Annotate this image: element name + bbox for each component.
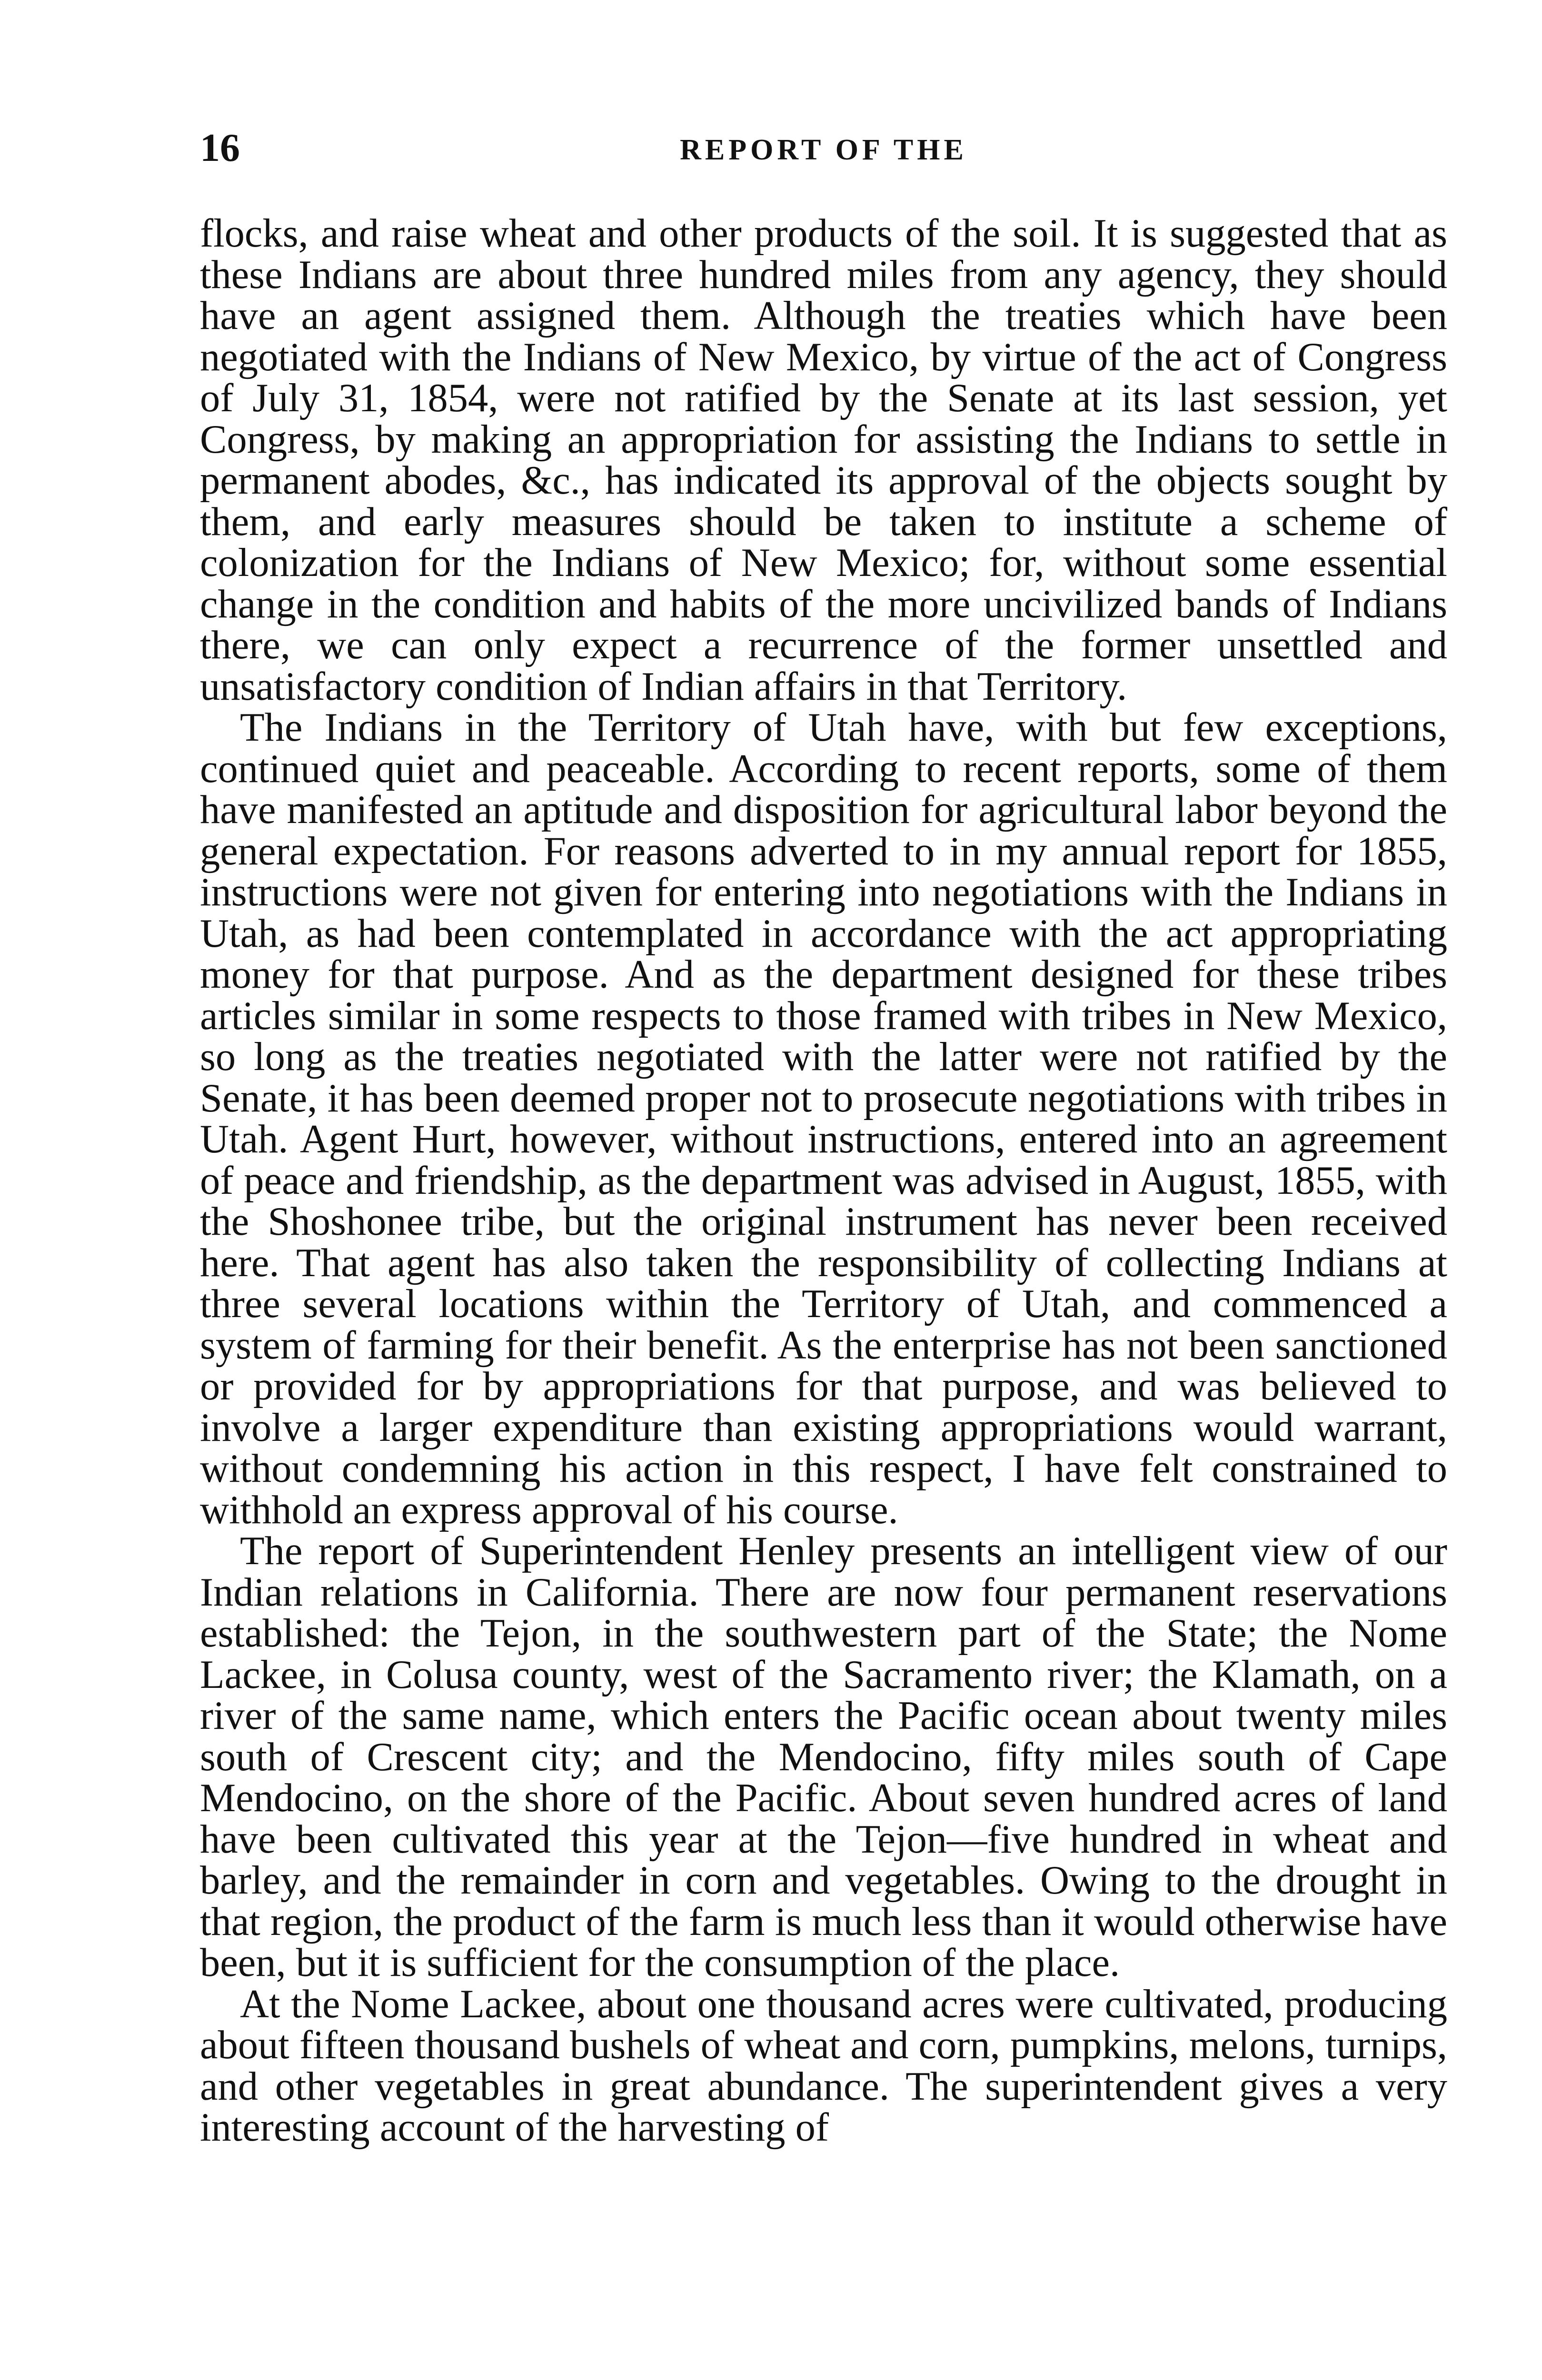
- paragraph-california: The report of Superintendent Henley presents an intelligent view of our Indian relations in California. There are now four permanent reservations established: the Tejon, in the southwestern part of the State; the Nome Lackee, in Colusa county, west of the Sacramento river; the Klamath, on a river of the same name, which enters the Pacific ocean about twenty miles south of Crescent city; and the Mendocino, fifty miles south of Cape Mendocino, on the shore of the Pacific. About seven hundred acres of land have been cultivated this year at the Tejon—five hundred in wheat and barley, and the remainder in corn and vegetables. Owing to the drought in that region, the product of the farm is much less than it would otherwise have been, but it is sufficient for the consumption of the place.: [200, 1529, 1447, 1985]
- paragraph-utah: The Indians in the Territory of Utah have, with but few exceptions, continued quiet and peaceable. According to recent reports, some of them have manifested an aptitude and disposition for agricultural labor beyond the general expectation. For reasons adverted to in my annual report for 1855, instructions were not given for entering into negotiations with the Indians in Utah, as had been contemplated in accordance with the act appropriating money for that purpose. And as the department designed for these tribes articles similar in some respects to those framed with tribes in New Mexico, so long as the treaties negotiated with the latter were not ratified by the Senate, it has been deemed proper not to prosecute negotiations with tribes in Utah. Agent Hurt, however, without instructions, entered into an agreement of peace and friendship, as the department was advised in August, 1855, with the Shoshonee tribe, but the original instrument has never been received here. That agent has also taken the responsibility of collecting Indians at three several locations within the Territory of Utah, and commenced a system of farming for their benefit. As the enterprise has not been sanctioned or provided for by appropriations for that purpose, and was believed to involve a larger expenditure than existing appropriations would warrant, without condemning his action in this respect, I have felt constrained to withhold an express approval of his course.: [200, 705, 1447, 1532]
- paragraph-nome-lackee: At the Nome Lackee, about one thousand acres were cultivated, producing about fifteen thousand bushels of wheat and corn, pumpkins, melons, turnips, and other vegetables in great abundance. The superintendent gives a very interesting account of the harvesting of: [200, 1982, 1447, 2150]
- running-head: REPORT OF THE: [680, 134, 967, 166]
- body-text: [200, 213, 1447, 2149]
- paragraph-continued: flocks, and raise wheat and other products of the soil. It is suggested that as these Indians are about three hundred miles from any agency, they should have an agent assigned them. Although the treaties which have been negotiated with the Indians of New Mexico, by virtue of the act of Congress of July 31, 1854, were not ratified by the Senate at its last session, yet Congress, by making an appropriation for assisting the Indians to settle in permanent abodes, &c., has indicated its approval of the objects sought by them, and early measures should be taken to institute a scheme of colonization for the Indians of New Mexico; for, without some essential change in the condition and habits of the more uncivilized bands of Indians there, we can only expect a recurrence of the former unsettled and unsatisfactory condition of Indian affairs in that Territory.: [200, 211, 1447, 709]
- page-header: [200, 125, 1447, 182]
- page-number: 16: [200, 126, 240, 170]
